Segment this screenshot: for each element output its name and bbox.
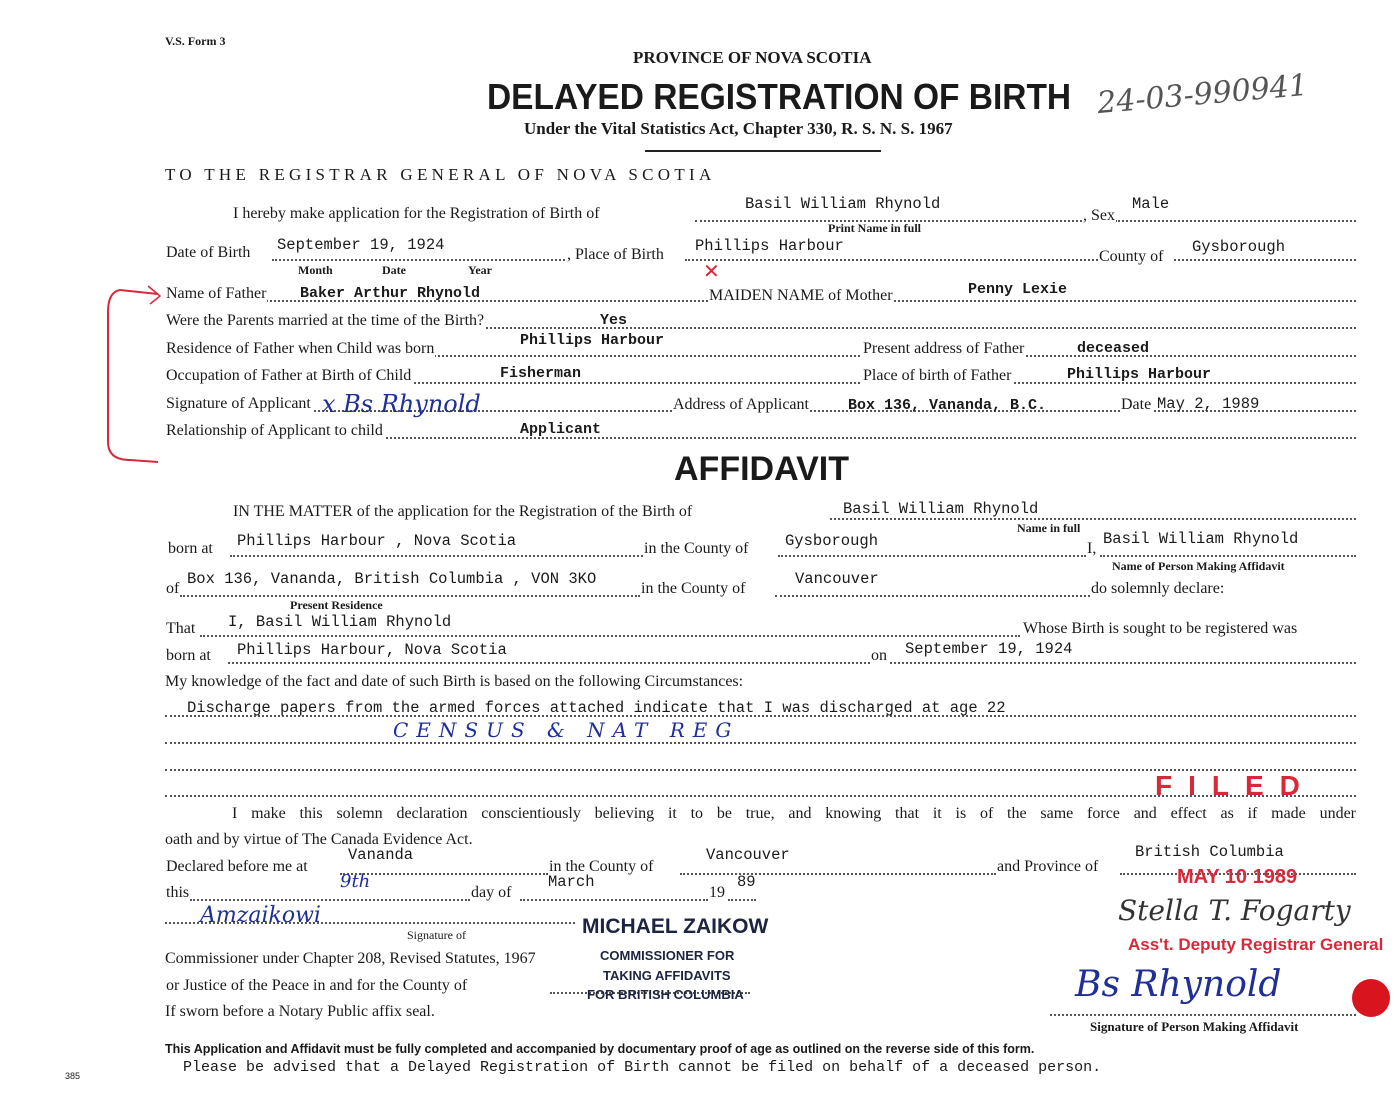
month-hint: Month: [298, 263, 333, 277]
place-field[interactable]: Phillips Harbour: [695, 237, 844, 255]
affiant-name-field[interactable]: Basil William Rhynold: [1103, 530, 1299, 548]
date-hint: Date: [382, 263, 406, 277]
residence-field[interactable]: Box 136, Vananda, British Columbia , VON 3KO: [187, 570, 597, 588]
dob-field[interactable]: September 19, 1924: [277, 236, 445, 254]
father-residence-field[interactable]: Phillips Harbour: [520, 332, 665, 349]
footer-notice: This Application and Affidavit must be fully completed and accompanied by documentary proof of age as outlined on the reverse side of this form.: [165, 1042, 1035, 1056]
county-label-4: in the County of: [549, 858, 654, 875]
page-title: DELAYED REGISTRATION OF BIRTH: [487, 76, 1072, 117]
occupation-label: Occupation of Father at Birth of Child: [166, 367, 412, 384]
sex-label: , Sex: [1083, 207, 1115, 224]
signature-of-label: Signature of: [407, 928, 466, 942]
title-rule: [645, 150, 881, 152]
filed-date-stamp: MAY 10 1989: [1177, 866, 1298, 888]
affiant-hint: Name of Person Making Affidavit: [1112, 559, 1285, 573]
applicant-address-field[interactable]: Box 136, Vananda, B.C.: [848, 397, 1047, 414]
dotted-field-line: [685, 259, 1098, 261]
married-label: Were the Parents married at the time of the Birth?: [166, 312, 485, 329]
dotted-field-line: [1100, 555, 1356, 557]
red-x-mark: ✕: [703, 261, 720, 283]
i-label: I,: [1087, 540, 1097, 557]
residence-hint: Present Residence: [290, 598, 383, 612]
born-at-field-2[interactable]: Phillips Harbour, Nova Scotia: [237, 641, 507, 659]
that-label: That: [166, 620, 196, 637]
solemn-declaration-2: oath and by virtue of The Canada Evidence Act.: [165, 831, 473, 848]
commissioner-label: Commissioner under Chapter 208, Revised Statutes, 1967: [165, 950, 536, 967]
registrar-title: Ass't. Deputy Registrar General: [1128, 935, 1384, 954]
father-address-label: Present address of Father: [863, 340, 1025, 357]
affiant-signature-label: Signature of Person Making Affidavit: [1090, 1019, 1299, 1034]
father-residence-label: Residence of Father when Child was born: [166, 340, 435, 357]
dotted-field-line: [200, 635, 1020, 637]
page-code: 385: [65, 1071, 81, 1081]
county-field-2[interactable]: Gysborough: [785, 532, 879, 550]
circumstances-field[interactable]: Discharge papers from the armed forces attached indicate that I was discharged at age 22: [187, 699, 1006, 717]
father-label: Name of Father: [166, 285, 267, 302]
married-field[interactable]: Yes: [600, 312, 628, 329]
father-birthplace-label: Place of birth of Father: [863, 367, 1012, 384]
dotted-field-line: [1174, 259, 1356, 261]
on-label: on: [871, 647, 887, 664]
matter-name-field[interactable]: Basil William Rhynold: [843, 500, 1039, 518]
this-label: this: [166, 884, 190, 901]
born-at-field[interactable]: Phillips Harbour , Nova Scotia: [237, 532, 517, 550]
dotted-field-line: [180, 595, 640, 597]
dotted-field-line: [830, 518, 1356, 520]
relationship-field[interactable]: Applicant: [520, 421, 602, 438]
matter-label: IN THE MATTER of the application for the Registration of the Birth of: [233, 503, 693, 520]
print-name-hint: Print Name in full: [828, 221, 921, 235]
justice-label: or Justice of the Peace in and for the County of: [166, 977, 468, 994]
year-field[interactable]: 89: [737, 873, 756, 891]
year-hint: Year: [468, 263, 492, 277]
year-prefix: 19: [709, 884, 725, 901]
month-field[interactable]: March: [548, 873, 595, 891]
commissioner-stamp-name: MICHAEL ZAIKOW: [582, 915, 769, 938]
dotted-field-line: [190, 899, 470, 901]
intro-label: I hereby make application for the Registration of Birth of: [233, 205, 600, 222]
form-number: V.S. Form 3: [165, 34, 226, 48]
born-at-label-2: born at: [166, 647, 211, 664]
declare-label: do solemnly declare:: [1091, 580, 1225, 597]
dotted-field-line: [272, 259, 565, 261]
father-field[interactable]: Baker Arthur Rhynold: [300, 285, 481, 302]
stamp-line-1: COMMISSIONER FOR: [600, 948, 735, 963]
red-seal: [1352, 979, 1390, 1017]
addressee: TO THE REGISTRAR GENERAL OF NOVA SCOTIA: [165, 165, 716, 184]
typed-notice: Please be advised that a Delayed Registration of Birth cannot be filed on behalf of a deceased person.: [183, 1059, 1102, 1076]
county-label-3: in the County of: [641, 580, 746, 597]
province-field[interactable]: British Columbia: [1135, 843, 1284, 861]
residence-county-field[interactable]: Vancouver: [795, 570, 879, 588]
day-field[interactable]: 9th: [340, 871, 371, 892]
notary-label: If sworn before a Notary Public affix seal.: [165, 1003, 435, 1020]
day-of-label: day of: [471, 884, 512, 901]
province-heading: PROVINCE OF NOVA SCOTIA: [633, 48, 872, 67]
whose-label: Whose Birth is sought to be registered was: [1023, 620, 1298, 637]
registrar-signature: Stella T. Fogarty: [1118, 894, 1351, 927]
dotted-field-line: [165, 742, 1356, 744]
knowledge-label: My knowledge of the fact and date of such Birth is based on the following Circumstances:: [165, 673, 744, 690]
of-label: of: [166, 580, 180, 597]
relationship-label: Relationship of Applicant to child: [166, 422, 383, 439]
dotted-field-line: [775, 595, 1090, 597]
applicant-signature: x Bs Rhynold: [322, 390, 481, 418]
name-hint: Name in full: [1017, 521, 1081, 535]
dotted-field-line: [520, 899, 708, 901]
handwritten-note: CENSUS & NAT REG: [393, 718, 740, 742]
commissioner-signature: Amzaikowi: [200, 903, 321, 928]
place-label: , Place of Birth: [567, 246, 664, 263]
subtitle: Under the Vital Statistics Act, Chapter 330, R. S. N. S. 1967: [524, 119, 953, 138]
signature-label: Signature of Applicant: [166, 395, 311, 412]
red-bracket-mark: [100, 282, 170, 467]
occupation-field[interactable]: Fisherman: [500, 365, 582, 382]
dotted-field-line: [728, 899, 756, 901]
declared-at-field[interactable]: Vananda: [348, 846, 414, 864]
dob-label: Date of Birth: [166, 244, 251, 261]
born-at-label: born at: [168, 540, 213, 557]
father-birthplace-field[interactable]: Phillips Harbour: [1067, 366, 1212, 383]
father-address-field[interactable]: deceased: [1077, 340, 1150, 357]
file-number: 24-03-990941: [1095, 67, 1310, 122]
county-field[interactable]: Gysborough: [1192, 238, 1286, 256]
dotted-field-line: [680, 873, 996, 875]
stamp-line-3: FOR BRITISH COLUMBIA: [587, 987, 744, 1002]
dotted-field-line: [340, 873, 548, 875]
that-field[interactable]: I, Basil William Rhynold: [228, 613, 452, 631]
declared-county-field[interactable]: Vancouver: [706, 846, 790, 864]
mother-label: MAIDEN NAME of Mother: [709, 287, 893, 304]
mother-field[interactable]: Penny Lexie: [968, 281, 1068, 298]
affidavit-heading: AFFIDAVIT: [674, 450, 850, 488]
county-label-2: in the County of: [644, 540, 749, 557]
dotted-field-line: [1050, 1014, 1356, 1016]
dotted-field-line: [778, 555, 1086, 557]
solemn-declaration: I make this solemn declaration conscientiously believing it to be true, and knowing that it is of the same force and effect as if made under: [232, 805, 1356, 822]
dotted-field-line: [1115, 220, 1356, 222]
stamp-line-2: TAKING AFFIDAVITS: [603, 968, 731, 983]
county-label: County of: [1099, 248, 1164, 265]
declared-label: Declared before me at: [166, 858, 308, 875]
dotted-field-line: [890, 662, 1356, 664]
affiant-signature: Bs Rhynold: [1075, 964, 1282, 1005]
applicant-address-label: Address of Applicant: [673, 396, 809, 413]
dotted-field-line: [228, 662, 870, 664]
sex-field[interactable]: Male: [1132, 195, 1170, 213]
date-label: Date: [1121, 396, 1152, 413]
dotted-field-line: [230, 555, 643, 557]
date-field[interactable]: May 2, 1989: [1157, 395, 1260, 413]
filed-stamp: FILED: [1155, 770, 1316, 801]
born-on-field[interactable]: September 19, 1924: [905, 640, 1073, 658]
province-label: and Province of: [997, 858, 1099, 875]
child-name-field[interactable]: Basil William Rhynold: [745, 195, 941, 213]
